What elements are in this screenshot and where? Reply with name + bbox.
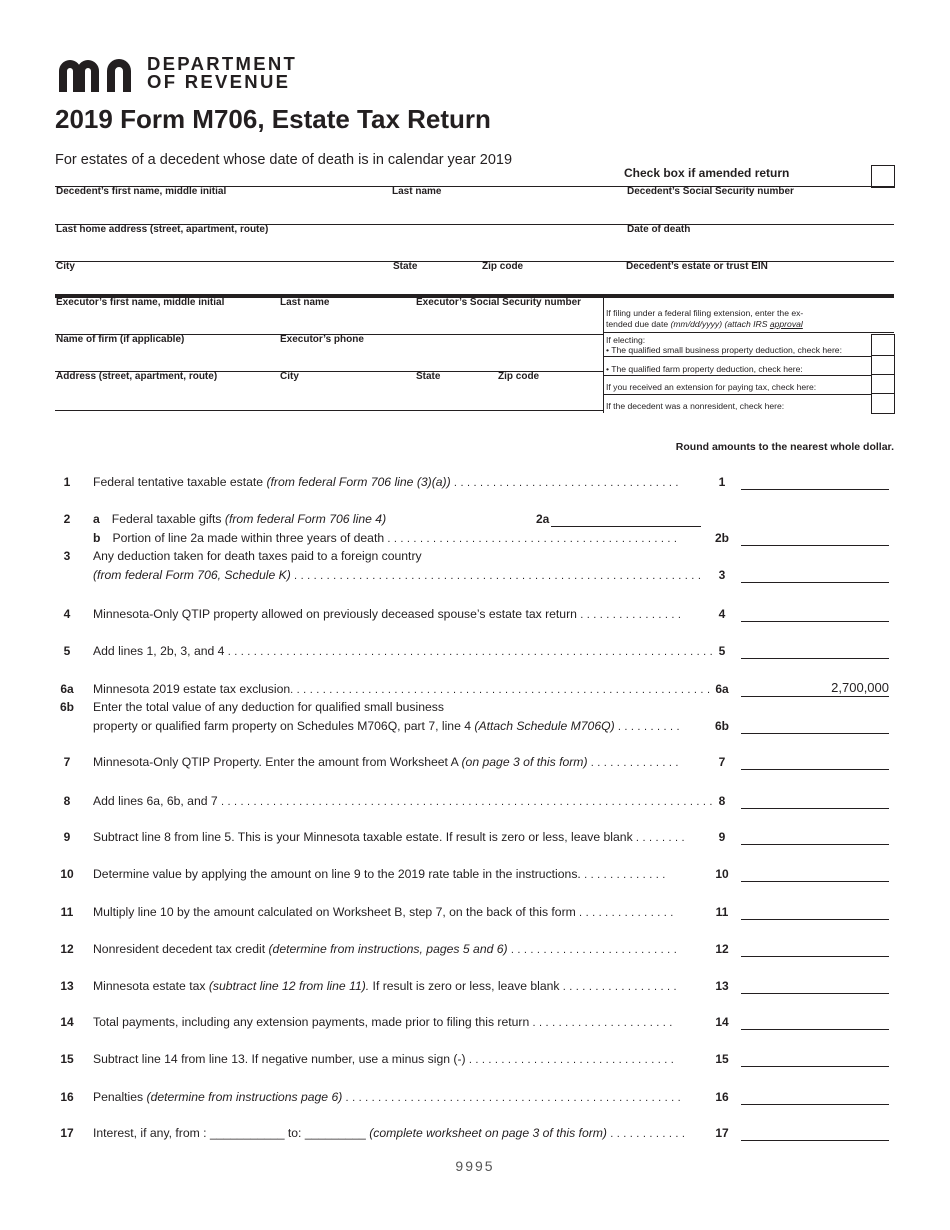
line-number: 9: [63, 830, 71, 844]
line-2b-amount-field[interactable]: [741, 545, 889, 546]
line-10-amount-field[interactable]: [741, 881, 889, 882]
line-text: Determine value by applying the amount on line 9 to the 2019 rate table in the instructions.: [93, 867, 581, 881]
line-5: [0, 642, 950, 660]
panel-divider: [603, 297, 604, 413]
line-description: [93, 1090, 721, 1104]
line-9: [0, 828, 950, 846]
line-text: Minnesota-Only QTIP Property. Enter the amount from Worksheet A: [93, 755, 462, 769]
line-1-amount-field[interactable]: [741, 489, 889, 490]
line-6a-amount-value: 2,700,000: [831, 680, 889, 695]
line-ref: 14: [715, 1015, 729, 1029]
leader-dots: . . . . . . . . . . . . . . . . . .: [559, 981, 677, 993]
small-business-deduction-checkbox[interactable]: [871, 334, 895, 357]
line-number: 4: [63, 607, 71, 621]
line-ref: 16: [715, 1090, 729, 1104]
decedent-first-name-label: Decedent’s first name, middle initial: [56, 186, 227, 197]
line-16-amount-field[interactable]: [741, 1104, 889, 1105]
line-ref: 8: [718, 794, 726, 808]
line-text: Portion of line 2a made within three years of death: [112, 531, 385, 545]
executor-zip-label: Zip code: [498, 371, 540, 382]
line-description: [93, 867, 721, 881]
line-text: Federal taxable gifts: [111, 512, 225, 526]
line-description: [93, 942, 721, 956]
leader-dots: . . . . . . . . . . . . . . . . . . . . . . . . . . . . . . . . . . . . . . . . . . . . . . . . . . . . . . . . . . . . . . . . .: [290, 684, 711, 696]
line-description: [93, 644, 721, 658]
rounding-note: Round amounts to the nearest whole dollar.: [675, 441, 894, 453]
line-number: 2: [63, 512, 71, 526]
nonresident-label: If the decedent was a nonresident, check here:: [606, 401, 785, 411]
line-text: Enter the total value of any deduction for qualified small business: [93, 700, 444, 714]
line-ref: 3: [718, 568, 726, 582]
executor-address-label: Address (street, apartment, route): [56, 371, 218, 382]
line-13: [0, 977, 950, 995]
decedent-city-state-zip-field[interactable]: [55, 273, 621, 293]
line-2a-amount-field[interactable]: [551, 526, 701, 527]
line-number: 11: [60, 905, 74, 919]
line-ref: 9: [718, 830, 726, 844]
divider: [55, 186, 894, 187]
leader-dots: . . . . . . . . . . . . . . . . . . . . . . . . . . . . . . . . . . . . . . . . . . . . . . . . . . . . . . . . . . . . . . .: [290, 570, 702, 582]
nonresident-checkbox[interactable]: [871, 393, 895, 414]
leader-dots: . . . . . . . . . . . . . .: [587, 757, 679, 769]
line-4: [0, 605, 950, 623]
line-number: 5: [63, 644, 71, 658]
line-number: 15: [60, 1052, 74, 1066]
line-text: Minnesota 2019 estate tax exclusion: [93, 682, 291, 696]
firm-phone-field[interactable]: [55, 346, 601, 371]
line-text: Subtract line 14 from line 13. If negative number, use a minus sign (-): [93, 1052, 466, 1066]
leader-dots: . . . . . . . . . . . . . . .: [575, 907, 674, 919]
department-line1: DEPARTMENT: [147, 53, 298, 74]
line-description: [93, 568, 721, 582]
line-17-amount-field[interactable]: [741, 1140, 889, 1141]
leader-dots: . . . . . . . . . . . . .: [580, 869, 666, 881]
line-6b-amount-field[interactable]: [741, 733, 889, 734]
executor-last-name-label: Last name: [280, 297, 330, 308]
line-ref: 12: [715, 942, 729, 956]
divider: [55, 261, 894, 262]
extension-text-line2-italic: (mm/dd/yyyy) (attach IRS: [670, 318, 770, 329]
line-description: [93, 607, 721, 621]
line-3: [0, 566, 950, 584]
decedent-state-label: State: [393, 261, 418, 272]
line-description: [93, 475, 721, 489]
amended-return-label: Check box if amended return: [624, 166, 790, 180]
line-text: Federal tentative taxable estate: [93, 475, 267, 489]
farm-deduction-checkbox[interactable]: [871, 355, 895, 376]
line-text: Total payments, including any extension payments, made prior to filing this return: [93, 1015, 530, 1029]
line-text: Any deduction taken for death taxes paid to a foreign country: [93, 549, 422, 563]
line-number: 6b: [59, 700, 74, 714]
extension-text-line2: [606, 319, 803, 330]
line-number: 6a: [60, 682, 74, 696]
line-6a: [0, 680, 950, 698]
line-16: [0, 1088, 950, 1106]
line-text: Subtract line 8 from line 5. This is your Minnesota taxable estate. If result is zero or less, leave blank: [93, 830, 633, 844]
form-subtitle: For estates of a decedent whose date of death is in calendar year 2019: [55, 152, 513, 168]
line-italic: (on page 3 of this form): [461, 755, 588, 769]
leader-dots: . . . . . . . . . . . . . . . . . . . . . .: [529, 1017, 673, 1029]
line-10: [0, 865, 950, 883]
leader-dots: . . . . . . . . . . . . . . . . . . . . . . . . . . . . . . . . . . .: [450, 477, 679, 489]
leader-dots: . . . . . . . . . . . . . . . . . . . . . . . . . . . . . . . . . . . . . . . . . . . . . . . . . . . . . . . . . . . . . . . . . . . . . . . . . . .: [224, 646, 713, 658]
line-13-amount-field[interactable]: [741, 993, 889, 994]
sub-letter: a: [93, 512, 100, 526]
line-number: 16: [60, 1090, 74, 1104]
form-code: 9995: [455, 1158, 495, 1174]
line-8-amount-field[interactable]: [741, 808, 889, 809]
line-italic: (determine from instructions page 6): [146, 1090, 343, 1104]
line-ref: 13: [715, 979, 729, 993]
line-2a: [0, 510, 950, 528]
amended-return-checkbox[interactable]: [871, 165, 895, 188]
extension-text-line1: If filing under a federal filing extension, enter the ex-: [606, 308, 804, 318]
line-5-amount-field[interactable]: [741, 658, 889, 659]
line-text: Interest, if any, from : ___________ to: _________: [93, 1126, 370, 1140]
line-italic: (complete worksheet on page 3 of this form): [369, 1126, 607, 1140]
department-line2: OF REVENUE: [147, 71, 291, 92]
executor-state-label: State: [416, 371, 441, 382]
line-number: 3: [63, 549, 71, 563]
line-14-amount-field[interactable]: [741, 1029, 889, 1030]
line-14: [0, 1013, 950, 1031]
leader-dots: . . . . . . . . . . . . . . . . . . . . . . . . . .: [507, 944, 677, 956]
line-4-amount-field[interactable]: [741, 621, 889, 622]
electing-label: If electing:: [606, 335, 646, 345]
line-12-amount-field[interactable]: [741, 956, 889, 957]
estate-ein-field[interactable]: [625, 273, 893, 293]
line-ref: 15: [715, 1052, 729, 1066]
payment-extension-checkbox[interactable]: [871, 374, 895, 394]
line-ref: 10: [715, 867, 729, 881]
leader-dots: . . . . . . . . . .: [614, 721, 680, 733]
line-11: [0, 903, 950, 921]
line-7: [0, 753, 950, 771]
line-7-amount-field[interactable]: [741, 769, 889, 770]
line-6b: [0, 717, 950, 735]
line-ref: 2b: [714, 531, 729, 545]
farm-deduction-label: • The qualified farm property deduction, check here:: [606, 364, 803, 374]
executor-city-label: City: [280, 371, 299, 382]
date-of-death-field[interactable]: [625, 236, 893, 261]
leader-dots: . . . . . . . .: [632, 832, 685, 844]
form-title: 2019 Form M706, Estate Tax Return: [55, 104, 491, 134]
line-text: Minnesota-Only QTIP property allowed on previously deceased spouse’s estate tax return: [93, 607, 577, 621]
line-12: [0, 940, 950, 958]
leader-dots: . . . . . . . . . . . . . . . . . . . . . . . . . . . . . . . . . . . . . . . . . . . . . . . . . . . .: [342, 1092, 681, 1104]
line-number: 7: [63, 755, 71, 769]
decedent-address-label: Last home address (street, apartment, route): [56, 224, 269, 235]
line-text: Penalties: [93, 1090, 147, 1104]
divider: [604, 394, 894, 395]
line-description: [93, 755, 721, 769]
line-description: [93, 794, 721, 808]
line-ref: 6a: [715, 682, 729, 696]
extension-text-line2-plain: tended due date: [606, 318, 671, 329]
line-description: [93, 979, 721, 993]
line-3-heading: [0, 547, 950, 565]
line-description: [93, 719, 721, 733]
decedent-city-label: City: [56, 261, 75, 272]
line-number: 10: [60, 867, 74, 881]
line-description: [93, 905, 721, 919]
executor-first-name-label: Executor’s first name, middle initial: [56, 297, 225, 308]
line-8: [0, 792, 950, 810]
decedent-ssn-field[interactable]: [625, 198, 893, 224]
decedent-zip-label: Zip code: [482, 261, 524, 272]
line-number: 12: [60, 942, 74, 956]
line-description: [93, 682, 721, 696]
line-15-amount-field[interactable]: [741, 1066, 889, 1067]
line-17: [0, 1124, 950, 1142]
line-text: Multiply line 10 by the amount calculated on Worksheet B, step 7, on the back of this form: [93, 905, 576, 919]
line-description: [93, 1126, 721, 1140]
line-ref: 17: [715, 1126, 729, 1140]
line-number: 13: [60, 979, 74, 993]
line-number: 1: [63, 475, 71, 489]
firm-name-label: Name of firm (if applicable): [56, 334, 185, 345]
line-text: Add lines 6a, 6b, and 7: [93, 794, 218, 808]
line-ref: 4: [718, 607, 726, 621]
executor-name-field[interactable]: [55, 309, 601, 334]
line-text: property or qualified farm property on Schedules M706Q, part 7, line 4: [93, 719, 475, 733]
leader-dots: . . . . . . . . . . . . . . . . . . . . . . . . . . . . . . . . . . . . . . . . . . . . . . . . . . . . . . . . . . . . . . . . . . . . . . . . . . . .: [217, 796, 713, 808]
divider: [604, 332, 894, 333]
leader-dots: . . . . . . . . . . . .: [607, 1128, 686, 1140]
line-italic: (from federal Form 706 line 4): [224, 512, 387, 526]
line-italic: (from federal Form 706, Schedule K): [93, 568, 291, 582]
line-2b: [0, 529, 950, 547]
line-text: Nonresident decedent tax credit: [93, 942, 269, 956]
line-text: Minnesota estate tax: [93, 979, 209, 993]
decedent-address-field[interactable]: [55, 236, 621, 261]
line-italic: (from federal Form 706 line (3)(a)): [266, 475, 451, 489]
divider: [604, 375, 894, 376]
line-number: 14: [60, 1015, 74, 1029]
line-6a-amount-field: [741, 696, 889, 697]
leader-dots: . . . . . . . . . . . . . . . .: [576, 609, 682, 621]
line-italic: (determine from instructions, pages 5 and 6): [268, 942, 508, 956]
line-italic: (subtract line 12 from line 11).: [208, 979, 370, 993]
decedent-ssn-label: Decedent’s Social Security number: [627, 186, 794, 197]
mn-logo-icon: [55, 56, 137, 92]
line-ref: 6b: [714, 719, 729, 733]
line-description: [93, 830, 721, 844]
executor-phone-label: Executor’s phone: [280, 334, 364, 345]
extension-date-label: [606, 308, 803, 329]
line-15: [0, 1050, 950, 1068]
department-name: [147, 55, 297, 91]
decedent-last-name-label: Last name: [392, 186, 442, 197]
executor-ssn-label: Executor’s Social Security number: [416, 297, 582, 308]
payment-extension-label: If you received an extension for paying tax, check here:: [606, 382, 817, 392]
line-3-amount-field[interactable]: [741, 582, 889, 583]
extension-approval-text: approval: [769, 318, 803, 329]
line-description: [93, 1052, 721, 1066]
line-description: [93, 1015, 721, 1029]
line-italic: (Attach Schedule M706Q): [474, 719, 615, 733]
line-ref: 11: [715, 905, 729, 919]
leader-dots: . . . . . . . . . . . . . . . . . . . . . . . . . . . . . . . . . . . . . . . . . . . . .: [384, 533, 678, 545]
executor-address-field[interactable]: [55, 383, 601, 409]
line-1: [0, 473, 950, 491]
leader-dots: . . . . . . . . . . . . . . . . . . . . . . . . . . . . . . . .: [465, 1054, 674, 1066]
divider: [604, 356, 894, 357]
line-text-continued: If result is zero or less, leave blank: [369, 979, 560, 993]
sub-letter: b: [93, 531, 101, 545]
estate-ein-label: Decedent’s estate or trust EIN: [626, 261, 768, 272]
line-ref: 7: [718, 755, 726, 769]
line-description: [93, 531, 721, 545]
line-description: [93, 512, 513, 526]
line-ref: 5: [718, 644, 726, 658]
line-6b-heading: [0, 698, 950, 716]
line-ref: 2a: [536, 512, 550, 526]
line-ref: 1: [718, 475, 726, 489]
line-text: Add lines 1, 2b, 3, and 4: [93, 644, 225, 658]
decedent-name-field[interactable]: [55, 198, 621, 224]
date-of-death-label: Date of death: [627, 224, 691, 235]
line-number: 8: [63, 794, 71, 808]
line-11-amount-field[interactable]: [741, 919, 889, 920]
divider: [55, 410, 603, 411]
line-number: 17: [60, 1126, 74, 1140]
line-9-amount-field[interactable]: [741, 844, 889, 845]
small-business-deduction-label: • The qualified small business property deduction, check here:: [606, 345, 842, 355]
